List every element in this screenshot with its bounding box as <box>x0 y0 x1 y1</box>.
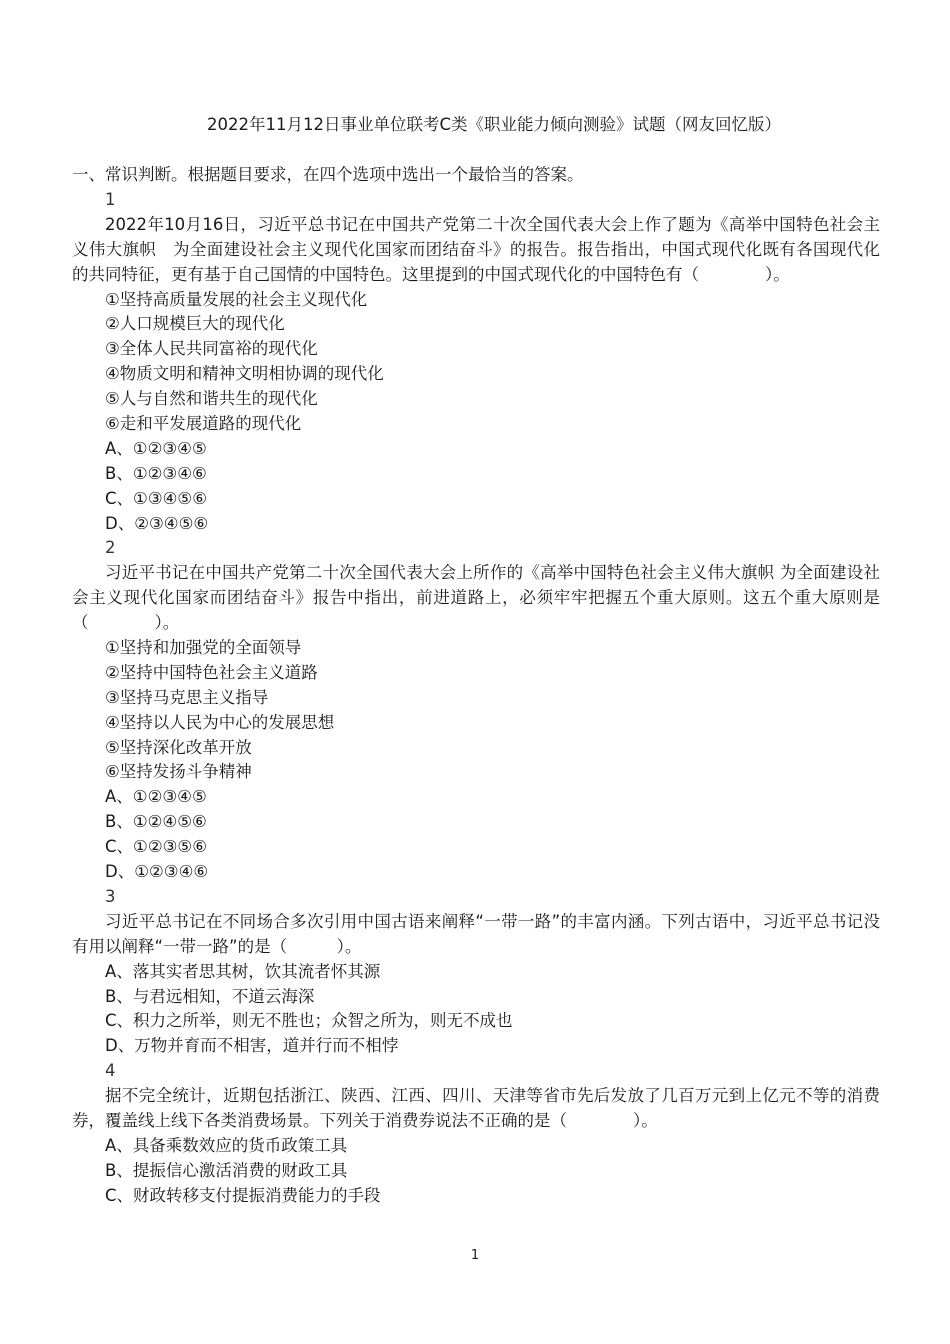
answer-option: B、提振信心激活消费的财政工具 <box>105 1160 348 1180</box>
page-number: 1 <box>470 1248 480 1263</box>
statement-item: ①坚持和加强党的全面领导 <box>105 638 302 658</box>
statement-item: ②坚持中国特色社会主义道路 <box>105 662 318 682</box>
answer-option: C、①③④⑤⑥ <box>105 488 207 508</box>
statement-item: ④坚持以人民为中心的发展思想 <box>105 712 335 732</box>
answer-option: D、①②③④⑥ <box>105 862 209 882</box>
answer-option: D、②③④⑤⑥ <box>105 513 209 533</box>
question-stem: 习近平书记在中国共产党第二十次全国代表大会上所作的《高举中国特色社会主义伟大旗帜 为全面建设社会主义现代化国家而团结奋斗》报告中指出，前进道路上，必须牢牢把握五个重大原则。这五个重大原则是（ ）。 <box>72 563 880 633</box>
statement-item: ⑤坚持深化改革开放 <box>105 737 252 757</box>
statement-item: ⑥坚持发扬斗争精神 <box>105 762 252 782</box>
answer-option: A、①②③④⑤ <box>105 438 207 458</box>
question-number: 2 <box>105 538 116 558</box>
document-body <box>72 163 880 1209</box>
answer-option: B、与君远相知，不道云海深 <box>105 986 315 1006</box>
statement-item: ③全体人民共同富裕的现代化 <box>105 339 318 359</box>
answer-option: B、①②③④⑥ <box>105 463 207 483</box>
statement-item: ③坚持马克思主义指导 <box>105 687 269 707</box>
answer-option: A、①②③④⑤ <box>105 787 207 807</box>
question-number: 1 <box>105 189 116 209</box>
question-stem: 2022年10月16日，习近平总书记在中国共产党第二十次全国代表大会上作了题为《高举中国特色社会主义伟大旗帜 为全面建设社会主义现代化国家而团结奋斗》的报告。报告指出，中国式现代化既有各国现代化的共同特征，更有基于自己国情的中国特色。这里提到的中国式现代化的中国特色有（ ）。 <box>72 214 880 284</box>
question-stem: 据不完全统计，近期包括浙江、陕西、江西、四川、天津等省市先后发放了几百万元到上亿元不等的消费券，覆盖线上线下各类消费场景。下列关于消费券说法不正确的是（ ）。 <box>72 1086 880 1130</box>
statement-item: ⑤人与自然和谐共生的现代化 <box>105 389 318 409</box>
answer-option: A、落其实者思其树，饮其流者怀其源 <box>105 961 381 981</box>
question-stem: 习近平总书记在不同场合多次引用中国古语来阐释“一带一路”的丰富内涵。下列古语中，习近平总书记没有用以阐释“一带一路”的是（ ）。 <box>72 911 880 956</box>
answer-option: C、①②③⑤⑥ <box>105 837 207 857</box>
document-title: 2022年11月12日事业单位联考C类《职业能力倾向测验》试题（网友回忆版） <box>207 115 782 134</box>
statement-item: ②人口规模巨大的现代化 <box>105 314 285 334</box>
statement-item: ①坚持高质量发展的社会主义现代化 <box>105 289 368 309</box>
question-number: 4 <box>105 1061 116 1081</box>
answer-option: D、万物并育而不相害，道并行而不相悖 <box>105 1036 399 1056</box>
section-heading: 一、常识判断。根据题目要求，在四个选项中选出一个最恰当的答案。 <box>72 165 584 184</box>
answer-option: C、财政转移支付提振消费能力的手段 <box>105 1185 381 1205</box>
statement-item: ⑥走和平发展道路的现代化 <box>105 413 302 433</box>
answer-option: C、积力之所举，则无不胜也；众智之所为，则无不成也 <box>105 1011 513 1031</box>
statement-item: ④物质文明和精神文明相协调的现代化 <box>105 364 384 384</box>
question-number: 3 <box>105 886 116 906</box>
answer-option: B、①②④⑤⑥ <box>105 812 207 832</box>
answer-option: A、具备乘数效应的货币政策工具 <box>105 1135 348 1155</box>
